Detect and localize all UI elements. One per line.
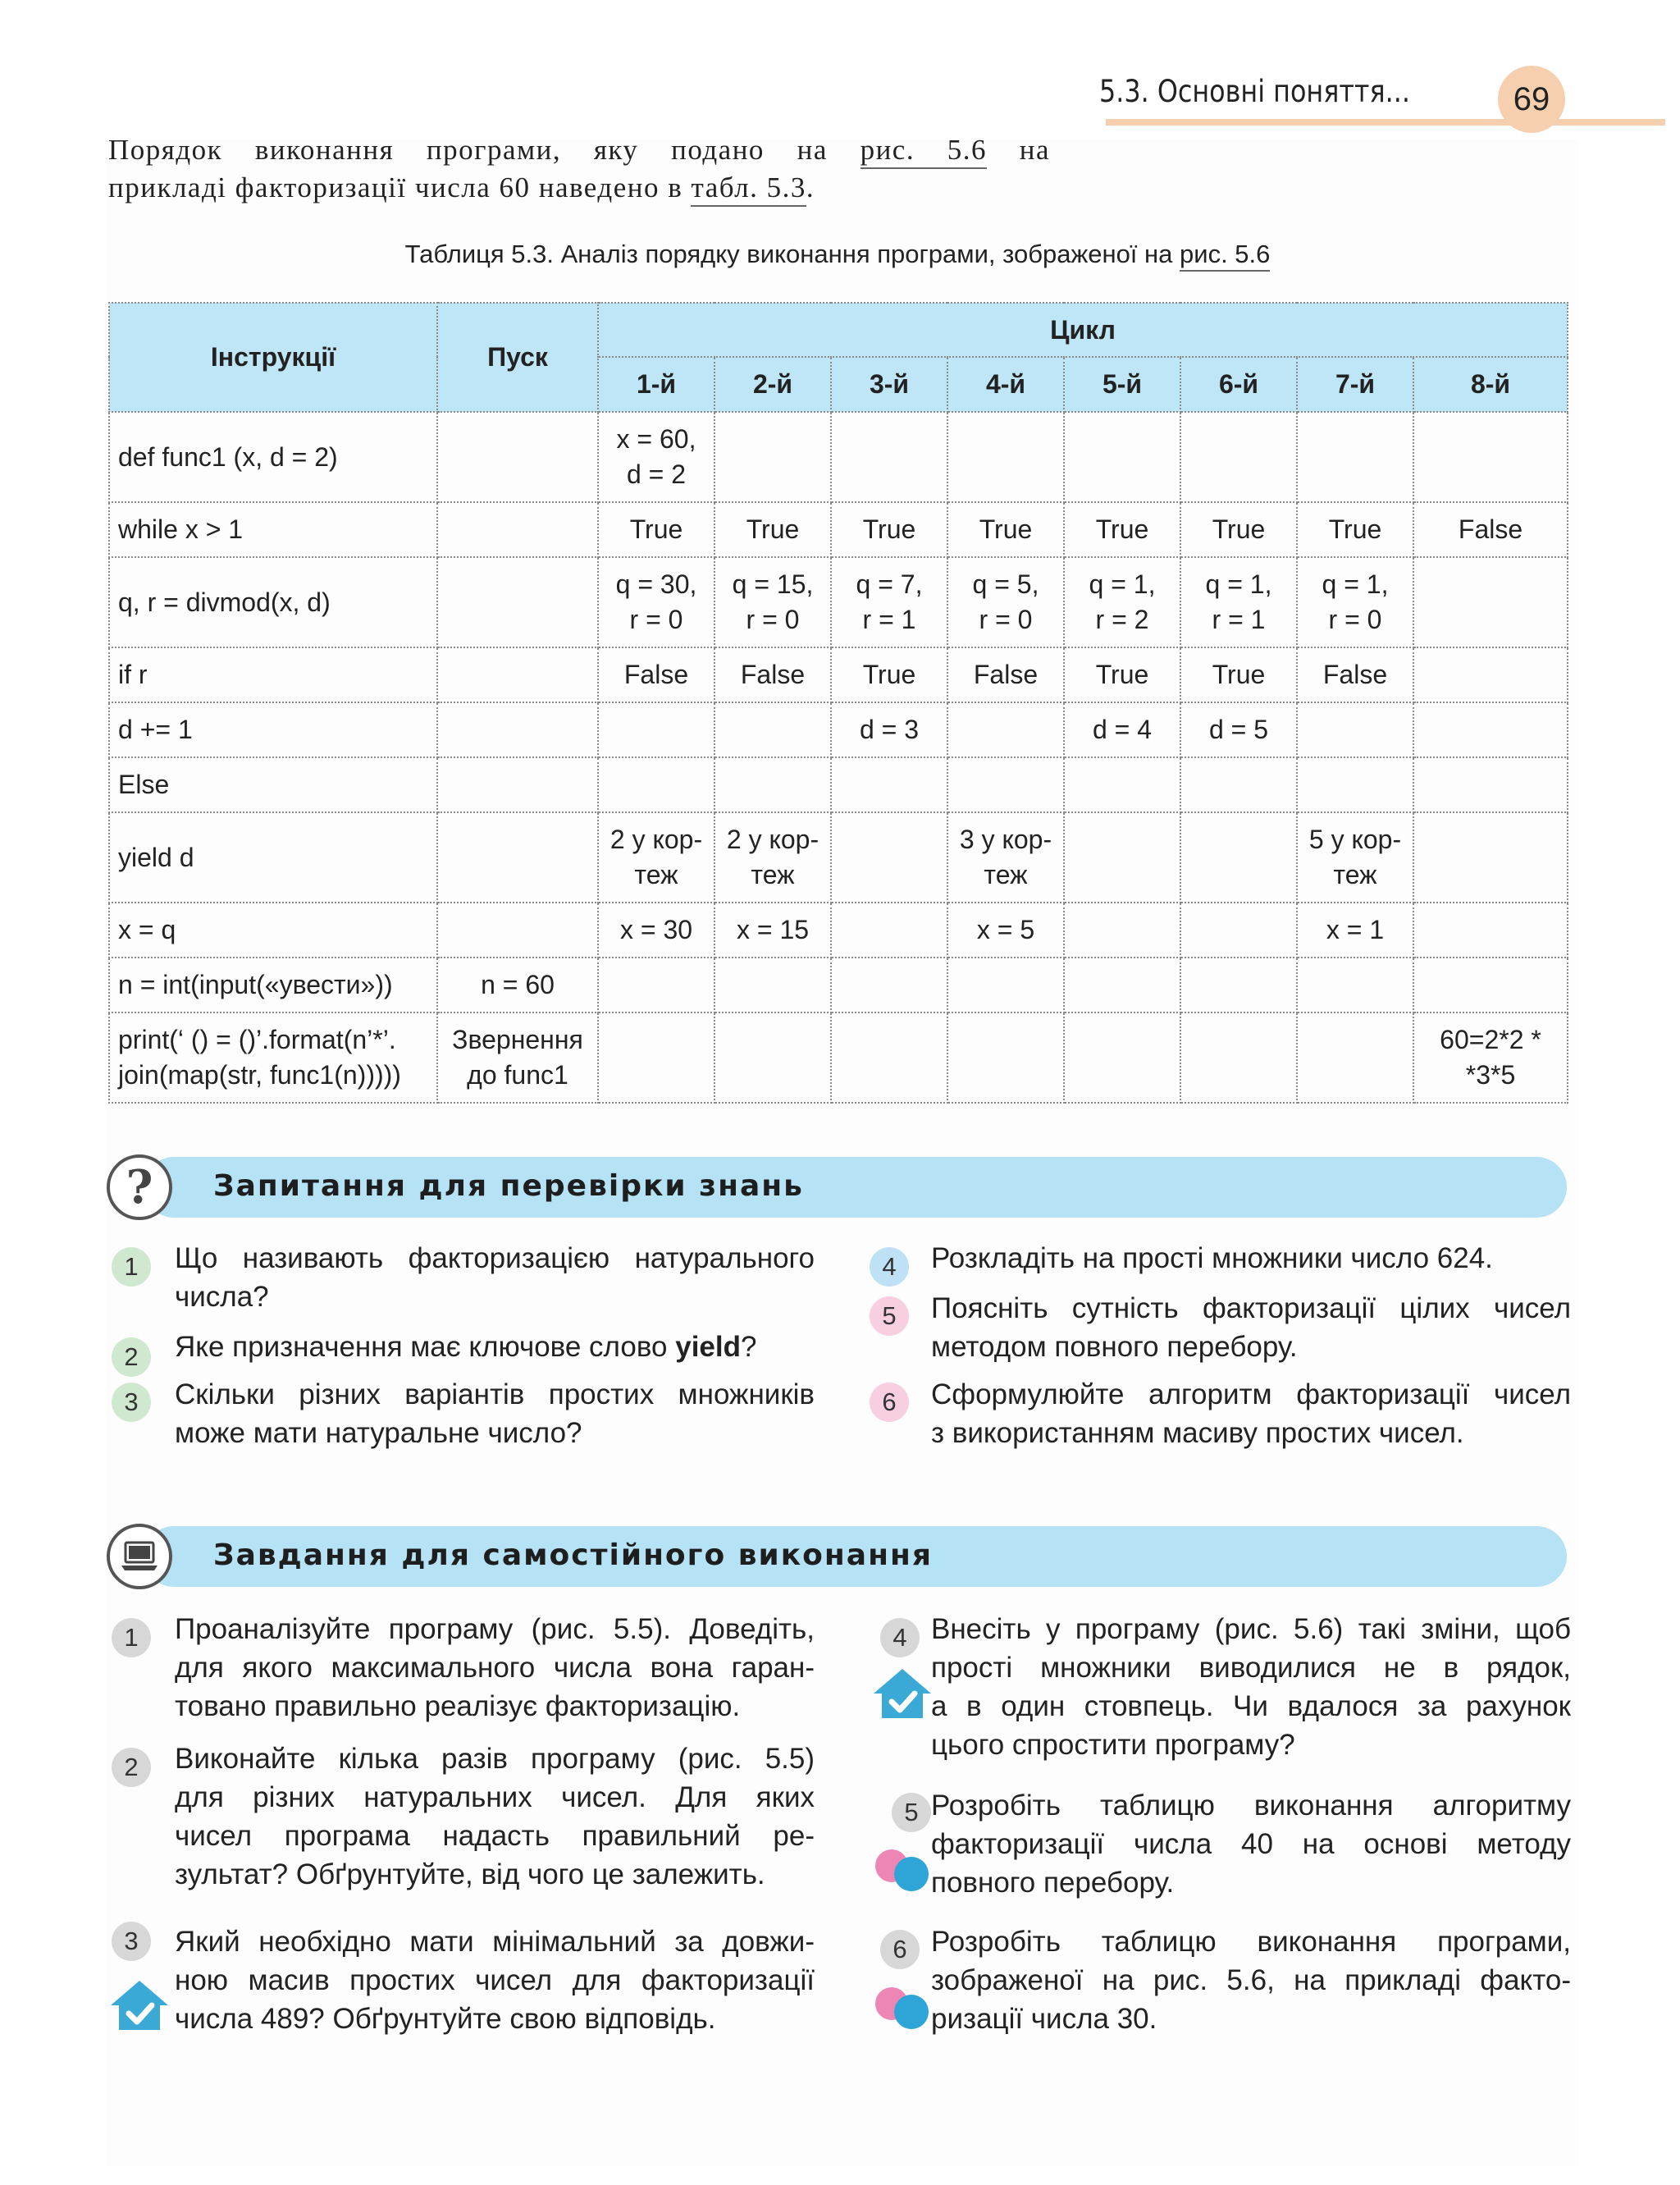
- start-cell: Звернення до func1: [437, 1013, 598, 1103]
- iteration-cell: [1297, 958, 1413, 1013]
- instruction-cell: def func1 (x, d = 2): [109, 412, 437, 502]
- task-line: чисел програма надасть правильний ре-: [175, 1820, 815, 1852]
- questions-title: Запитання для перевірки знань: [213, 1169, 804, 1203]
- cell-line: r = 0: [1328, 605, 1382, 634]
- header-rule: [1106, 119, 1665, 126]
- instruction-cell: print(‘ () = ()’.format(n’*’. join(map(str, func1(n))))): [109, 1013, 437, 1103]
- instruction-cell: n = int(input(«увести»)): [109, 958, 437, 1013]
- cell-line: теж: [751, 860, 795, 889]
- question-number: 4: [870, 1247, 909, 1287]
- iteration-cell: [714, 958, 831, 1013]
- cell-line: q = 1,: [1205, 569, 1272, 599]
- task-number: 2: [112, 1748, 151, 1787]
- task-line: прості множники виводилися не в рядок,: [931, 1652, 1571, 1684]
- question-line: Яке призначення має ключове слово: [175, 1331, 676, 1363]
- instruction-cell: while x > 1: [109, 502, 437, 557]
- header-iteration: 2-й: [714, 357, 831, 412]
- iteration-cell: [1297, 757, 1413, 812]
- keyword-yield: yield: [675, 1331, 741, 1363]
- cell-line: x = 5: [976, 915, 1035, 944]
- task-item: [175, 1739, 815, 1894]
- iteration-cell: [947, 502, 1064, 557]
- task-item: [175, 1610, 815, 1726]
- task-number: 6: [880, 1930, 920, 1969]
- iteration-cell: [1064, 702, 1180, 757]
- header-iteration: 7-й: [1297, 357, 1413, 412]
- iteration-cell: [1180, 757, 1297, 812]
- task-line: ризації числа 30.: [931, 2003, 1157, 2035]
- iteration-cell: [1413, 903, 1568, 958]
- question-item: [175, 1328, 815, 1366]
- iteration-cell: [1064, 958, 1180, 1013]
- iteration-cell: [1180, 812, 1297, 903]
- question-line: Розкладіть на прості множники число 624.: [931, 1242, 1493, 1274]
- cell-line: x = 30: [619, 915, 693, 944]
- iteration-cell: [714, 1013, 831, 1103]
- cell-line: q = 30,: [615, 569, 697, 599]
- start-cell: [437, 502, 598, 557]
- header-iteration: 1-й: [598, 357, 714, 412]
- iteration-cell: [598, 702, 714, 757]
- table-row: [109, 557, 1568, 647]
- header-iteration: 3-й: [831, 357, 947, 412]
- iteration-cell: [1180, 502, 1297, 557]
- iteration-cell: [1064, 412, 1180, 502]
- iteration-cell: [831, 958, 947, 1013]
- header-iteration: 8-й: [1413, 357, 1568, 412]
- header-instructions: Інструкції: [109, 303, 437, 412]
- task-line: Виконайте кілька разів програму (рис. 5.5): [175, 1743, 815, 1775]
- task-number: 1: [112, 1618, 151, 1657]
- start-cell: [437, 702, 598, 757]
- iteration-cell: [831, 647, 947, 702]
- start-cell: [437, 412, 598, 502]
- caption-text: Таблиця 5.3. Аналіз порядку виконання програми, зображеної на: [404, 240, 1180, 268]
- start-cell: n = 60: [437, 958, 598, 1013]
- instruction-cell: x = q: [109, 903, 437, 958]
- iteration-cell: [598, 502, 714, 557]
- two-circles-icon: [872, 1984, 936, 2032]
- task-line: Розробіть таблицю виконання алгоритму: [931, 1790, 1571, 1822]
- cell-line: False: [623, 660, 689, 689]
- question-line: Сформулюйте алгоритм факторизації чисел: [931, 1378, 1571, 1410]
- figure-reference-link[interactable]: рис. 5.6: [861, 134, 987, 169]
- table-row: [109, 958, 1568, 1013]
- iteration-cell: [1180, 1013, 1297, 1103]
- cell-line: x = 1: [1326, 915, 1385, 944]
- task-line: повного перебору.: [931, 1867, 1175, 1899]
- iteration-cell: [1297, 702, 1413, 757]
- iteration-cell: [1297, 647, 1413, 702]
- cell-line: теж: [1333, 860, 1377, 889]
- question-item: [175, 1375, 815, 1452]
- cell-line: r = 2: [1095, 605, 1149, 634]
- question-line: методом повного перебору.: [931, 1331, 1298, 1363]
- cell-line: q = 1,: [1322, 569, 1389, 599]
- question-line: Скільки різних варіантів простих множників: [175, 1378, 815, 1410]
- iteration-cell: [1297, 412, 1413, 502]
- cell-line: d = 3: [859, 715, 920, 744]
- iteration-cell: [1180, 557, 1297, 647]
- question-line: може мати натуральне число?: [175, 1417, 582, 1449]
- cell-line: True: [979, 514, 1033, 544]
- iteration-cell: [1180, 903, 1297, 958]
- cell-line: True: [862, 514, 916, 544]
- table-row: [109, 412, 1568, 502]
- table-row: [109, 903, 1568, 958]
- task-line: ною масив простих чисел для факторизації: [175, 1964, 815, 1996]
- iteration-cell: [598, 903, 714, 958]
- iteration-cell: [947, 1013, 1064, 1103]
- iteration-cell: [598, 812, 714, 903]
- iteration-cell: [831, 502, 947, 557]
- cell-line: 2 у кор-: [609, 825, 703, 854]
- instruction-cell: if r: [109, 647, 437, 702]
- cell-line: True: [1212, 660, 1266, 689]
- iteration-cell: [1180, 702, 1297, 757]
- table-row: [109, 502, 1568, 557]
- cell-line: r = 0: [979, 605, 1033, 634]
- header-iteration: 5-й: [1064, 357, 1180, 412]
- question-number: 1: [112, 1247, 151, 1287]
- task-item: [931, 1786, 1571, 1902]
- cell-line: False: [973, 660, 1039, 689]
- cell-line: q = 15,: [732, 569, 814, 599]
- iteration-cell: [1180, 647, 1297, 702]
- running-header-title: 5.3. Основні поняття...: [1099, 74, 1410, 109]
- iteration-cell: [714, 757, 831, 812]
- iteration-cell: [1064, 1013, 1180, 1103]
- cell-line: True: [1095, 660, 1149, 689]
- start-cell: [437, 812, 598, 903]
- iteration-cell: [1064, 502, 1180, 557]
- iteration-cell: [1297, 502, 1413, 557]
- table-row: [109, 702, 1568, 757]
- instruction-cell: yield d: [109, 812, 437, 903]
- cell-line: теж: [634, 860, 678, 889]
- iteration-cell: [1413, 1013, 1568, 1103]
- table-row: [109, 647, 1568, 702]
- caption-figure-link[interactable]: рис. 5.6: [1180, 240, 1270, 272]
- header-iteration: 4-й: [947, 357, 1064, 412]
- iteration-cell: [947, 757, 1064, 812]
- iteration-cell: [598, 647, 714, 702]
- iteration-cell: [1413, 557, 1568, 647]
- task-line: цього спростити програму?: [931, 1729, 1295, 1761]
- iteration-cell: [831, 1013, 947, 1103]
- cell-line: x = 15: [736, 915, 810, 944]
- task-line: товано правильно реалізує факторизацію.: [175, 1690, 741, 1722]
- iteration-cell: [1297, 903, 1413, 958]
- iteration-cell: [1297, 1013, 1413, 1103]
- intro-text: Порядок виконання програми, яку подано на: [108, 134, 861, 166]
- iteration-cell: [1297, 557, 1413, 647]
- task-line: зображеної на рис. 5.6, на прикладі факто-: [931, 1964, 1571, 1996]
- iteration-cell: [1180, 412, 1297, 502]
- cell-line: *3*5: [1465, 1060, 1516, 1090]
- iteration-cell: [831, 557, 947, 647]
- cell-line: r = 1: [1212, 605, 1266, 634]
- iteration-cell: [714, 903, 831, 958]
- cell-line: 2 у кор-: [726, 825, 819, 854]
- task-line: факторизації числа 40 на основі методу: [931, 1828, 1571, 1860]
- question-number: 5: [870, 1296, 909, 1336]
- table-row: [109, 1013, 1568, 1103]
- iteration-cell: [947, 557, 1064, 647]
- table-row: [109, 757, 1568, 812]
- iteration-cell: [947, 958, 1064, 1013]
- iteration-cell: [1413, 412, 1568, 502]
- question-line: з використанням масиву простих чисел.: [931, 1417, 1464, 1449]
- iteration-cell: [1413, 702, 1568, 757]
- task-line: зультат? Обґрунтуйте, від чого це залежить.: [175, 1858, 765, 1890]
- instruction-cell: q, r = divmod(x, d): [109, 557, 437, 647]
- execution-table: [108, 302, 1568, 1104]
- iteration-cell: [1064, 557, 1180, 647]
- question-item: [931, 1239, 1571, 1278]
- start-cell: [437, 903, 598, 958]
- task-number: 3: [112, 1922, 151, 1961]
- cell-line: 60=2*2 *: [1440, 1025, 1541, 1054]
- question-mark-icon: ?: [107, 1154, 172, 1220]
- iteration-cell: [714, 812, 831, 903]
- cell-line: q = 5,: [972, 569, 1039, 599]
- iteration-cell: [1413, 757, 1568, 812]
- house-check-icon: [872, 1667, 933, 1720]
- iteration-cell: [1064, 757, 1180, 812]
- cell-line: теж: [984, 860, 1028, 889]
- header-cycle: Цикл: [598, 303, 1568, 357]
- cell-line: True: [1328, 514, 1382, 544]
- cell-line: d = 4: [1092, 715, 1153, 744]
- iteration-cell: [598, 757, 714, 812]
- laptop-icon: [107, 1524, 172, 1589]
- task-line: Проаналізуйте програму (рис. 5.5). Доведіть,: [175, 1613, 815, 1645]
- iteration-cell: [947, 412, 1064, 502]
- question-line: Поясніть сутність факторизації цілих чисел: [931, 1292, 1571, 1324]
- cell-line: True: [1212, 514, 1266, 544]
- table-caption: [108, 240, 1567, 269]
- cell-line: True: [1095, 514, 1149, 544]
- iteration-cell: [831, 412, 947, 502]
- instruction-cell: d += 1: [109, 702, 437, 757]
- iteration-cell: [1413, 502, 1568, 557]
- task-line: Розробіть таблицю виконання програми,: [931, 1926, 1571, 1958]
- header-start: Пуск: [437, 303, 598, 412]
- task-line: для якого максимального числа вона гаран-: [175, 1652, 815, 1684]
- header-iteration: 6-й: [1180, 357, 1297, 412]
- task-number: 5: [892, 1793, 931, 1832]
- iteration-cell: [714, 647, 831, 702]
- iteration-cell: [1064, 812, 1180, 903]
- intro-paragraph: [108, 131, 1050, 207]
- iteration-cell: [1297, 812, 1413, 903]
- cell-line: True: [746, 514, 800, 544]
- iteration-cell: [714, 502, 831, 557]
- iteration-cell: [947, 647, 1064, 702]
- page-number: 69: [1498, 66, 1565, 133]
- question-number: 3: [112, 1383, 151, 1422]
- cell-line: 5 у кор-: [1308, 825, 1402, 854]
- intro-text: на: [987, 134, 1051, 166]
- task-line: а в один стовпець. Чи вдалося за рахунок: [931, 1690, 1571, 1722]
- cell-line: r = 0: [746, 605, 800, 634]
- task-number: 4: [880, 1618, 920, 1657]
- cell-line: d = 2: [626, 459, 687, 489]
- iteration-cell: [1413, 958, 1568, 1013]
- iteration-cell: [598, 1013, 714, 1103]
- house-check-icon: [109, 1979, 170, 2032]
- cell-line: q = 1,: [1089, 569, 1156, 599]
- question-number: 2: [112, 1337, 151, 1377]
- question-line: числа?: [175, 1281, 269, 1313]
- task-line: Який необхідно мати мінімальний за довжи-: [175, 1926, 815, 1958]
- iteration-cell: [1413, 647, 1568, 702]
- iteration-cell: [1413, 812, 1568, 903]
- iteration-cell: [1180, 958, 1297, 1013]
- task-item: [931, 1922, 1571, 2038]
- task-line: Внесіть у програму (рис. 5.6) такі зміни, щоб: [931, 1613, 1571, 1645]
- task-item: [175, 1922, 815, 2038]
- start-cell: [437, 647, 598, 702]
- iteration-cell: [831, 702, 947, 757]
- start-cell: [437, 757, 598, 812]
- task-item: [931, 1610, 1571, 1764]
- iteration-cell: [714, 412, 831, 502]
- cell-line: False: [1322, 660, 1388, 689]
- question-item: [931, 1375, 1571, 1452]
- cell-line: r = 0: [629, 605, 683, 634]
- iteration-cell: [714, 557, 831, 647]
- iteration-cell: [1064, 903, 1180, 958]
- cell-line: False: [740, 660, 806, 689]
- iteration-cell: [598, 958, 714, 1013]
- question-item: [175, 1239, 815, 1316]
- cell-line: d = 5: [1208, 715, 1269, 744]
- question-item: [931, 1289, 1571, 1366]
- iteration-cell: [947, 702, 1064, 757]
- task-line: для різних натуральних чисел. Для яких: [175, 1781, 815, 1813]
- iteration-cell: [831, 757, 947, 812]
- cell-line: False: [1458, 514, 1523, 544]
- tasks-title: Завдання для самостійного виконання: [213, 1538, 933, 1572]
- two-circles-icon: [872, 1846, 936, 1894]
- cell-line: r = 1: [862, 605, 916, 634]
- intro-text: прикладі факторизації числа 60 наведено в: [108, 171, 692, 203]
- table-reference-link[interactable]: табл. 5.3: [691, 171, 806, 207]
- iteration-cell: [831, 903, 947, 958]
- intro-text: .: [806, 171, 815, 203]
- start-cell: [437, 557, 598, 647]
- iteration-cell: [598, 557, 714, 647]
- question-line: ?: [741, 1331, 757, 1363]
- cell-line: x = 60,: [616, 424, 696, 454]
- cell-line: q = 7,: [856, 569, 923, 599]
- iteration-cell: [947, 903, 1064, 958]
- iteration-cell: [947, 812, 1064, 903]
- question-number: 6: [870, 1383, 909, 1422]
- iteration-cell: [598, 412, 714, 502]
- iteration-cell: [1064, 647, 1180, 702]
- question-line: Що називають факторизацією натурального: [175, 1242, 815, 1274]
- cell-line: True: [629, 514, 683, 544]
- iteration-cell: [831, 812, 947, 903]
- table-row: [109, 812, 1568, 903]
- instruction-cell: Else: [109, 757, 437, 812]
- cell-line: 3 у кор-: [959, 825, 1052, 854]
- task-line: числа 489? Обґрунтуйте свою відповідь.: [175, 2003, 716, 2035]
- iteration-cell: [714, 702, 831, 757]
- cell-line: True: [862, 660, 916, 689]
